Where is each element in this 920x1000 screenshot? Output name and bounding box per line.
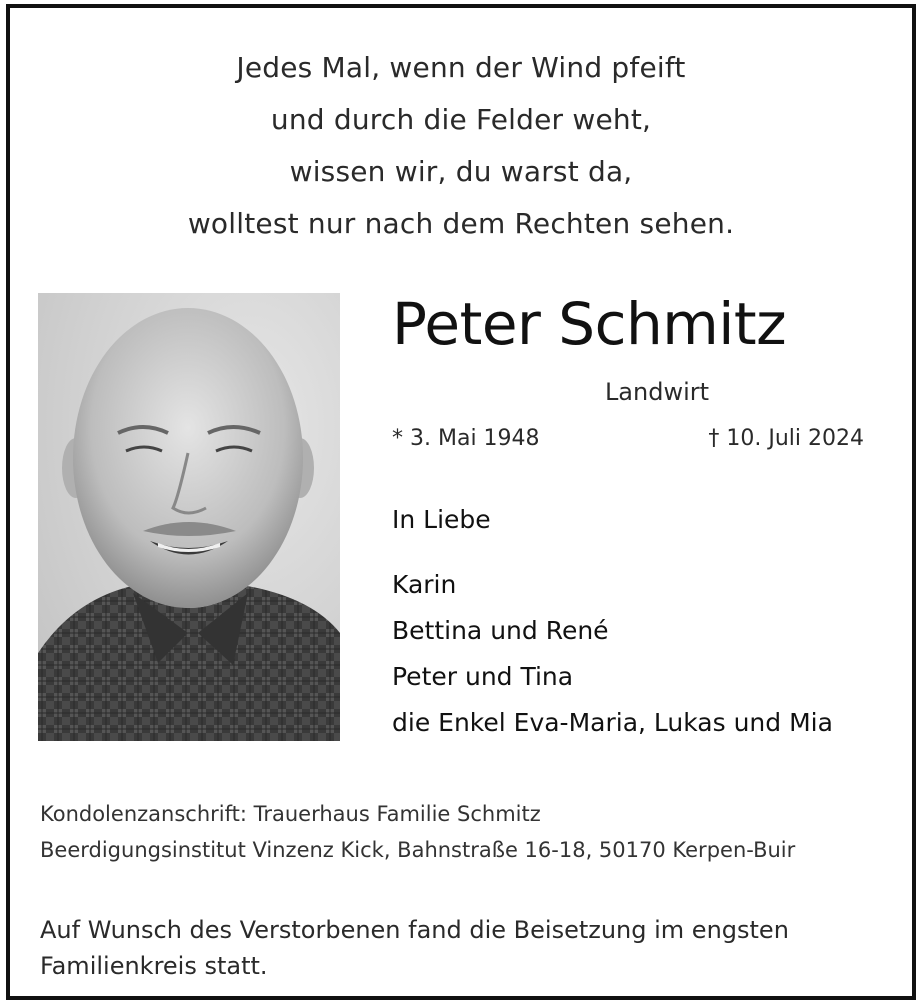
condolence-line-2: Beerdigungsinstitut Vinzenz Kick, Bahnstraße 16-18, 50170 Kerpen-Buir [40,838,796,862]
portrait-photo [38,293,340,741]
poem [10,42,912,250]
poem-line-3: wissen wir, du warst da, [289,155,633,188]
birth-date: * 3. Mai 1948 [392,426,540,451]
death-date: † 10. Juli 2024 [708,426,864,451]
family-member: Bettina und René [392,616,609,645]
poem-line-1: Jedes Mal, wenn der Wind pfeift [236,51,686,84]
poem-line-4: wolltest nur nach dem Rechten sehen. [187,207,735,240]
obituary-frame [6,4,916,1000]
family-list [392,504,904,746]
deceased-name: Peter Schmitz [392,290,787,358]
condolence-address [40,796,900,868]
poem-line-2: und durch die Felder weht, [270,103,652,136]
condolence-line-1: Kondolenzanschrift: Trauerhaus Familie Schmitz [40,802,541,826]
family-member: die Enkel Eva-Maria, Lukas und Mia [392,708,833,737]
family-member: Peter und Tina [392,662,574,691]
family-intro: In Liebe [392,505,491,534]
burial-note: Auf Wunsch des Verstorbenen fand die Beisetzung im engsten Familienkreis statt. [40,916,789,980]
deceased-occupation: Landwirt [604,378,710,406]
family-member: Karin [392,570,457,599]
